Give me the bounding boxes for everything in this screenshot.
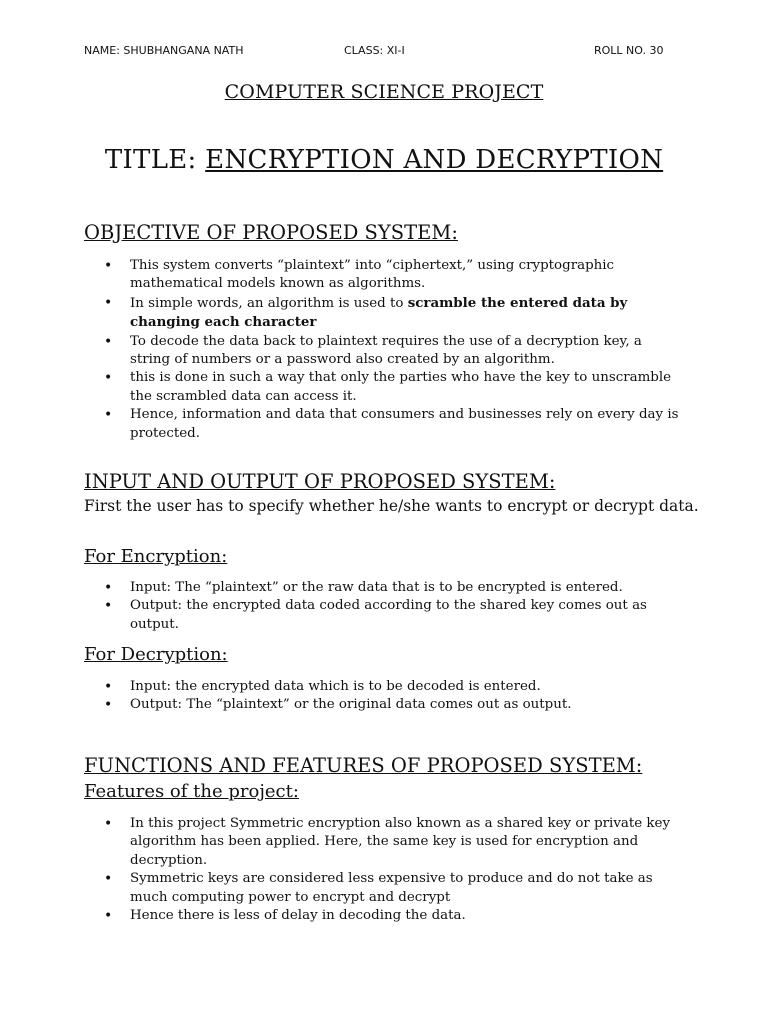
decryption-list <box>84 678 684 715</box>
student-class: CLASS: XI-I <box>344 44 405 57</box>
list-item: • Hence there is less of delay in decoding the data. <box>84 907 684 925</box>
functions-heading: FUNCTIONS AND FEATURES OF PROPOSED SYSTEM: <box>84 754 643 777</box>
features-list <box>84 815 684 925</box>
document-title <box>0 145 768 175</box>
list-item: • To decode the data back to plaintext requires the use of a decryption key, a string of numbers or a password also created by an algorithm. <box>84 333 684 370</box>
list-item: • Symmetric keys are considered less expensive to produce and do not take as much computing power to encrypt and decrypt <box>84 870 684 907</box>
list-item <box>84 294 684 333</box>
objective-list <box>84 257 684 443</box>
student-name: NAME: SHUBHANGANA NATH <box>84 44 244 57</box>
project-title: COMPUTER SCIENCE PROJECT <box>224 81 544 103</box>
page-header <box>84 44 684 60</box>
list-item-text: In simple words, an algorithm is used to <box>130 295 408 311</box>
list-item: • Hence, information and data that consumers and businesses rely on every day is protected. <box>84 406 684 443</box>
io-heading: INPUT AND OUTPUT OF PROPOSED SYSTEM: <box>84 470 556 493</box>
list-item: • Input: The “plaintext” or the raw data that is to be encrypted is entered. <box>84 579 684 597</box>
title-text: ENCRYPTION AND DECRYPTION <box>205 145 664 175</box>
roll-number: ROLL NO. 30 <box>594 44 664 57</box>
list-item-bold-text: scramble the entered data by changing each character <box>130 294 628 331</box>
list-item: • In this project Symmetric encryption also known as a shared key or private key algorithm has been applied. Here, the same key is used for encryption and decryption. <box>84 815 684 870</box>
list-item: • this is done in such a way that only the parties who have the key to unscramble the scrambled data can access it. <box>84 369 684 406</box>
title-prefix: TITLE: <box>104 145 206 175</box>
features-subheading: Features of the project: <box>84 781 299 802</box>
list-item: • Input: the encrypted data which is to be decoded is entered. <box>84 678 684 696</box>
encryption-list <box>84 579 684 634</box>
list-item: • This system converts “plaintext” into “ciphertext,” using cryptographic mathematical models known as algorithms. <box>84 257 684 294</box>
decryption-heading: For Decryption: <box>84 644 228 665</box>
encryption-heading: For Encryption: <box>84 546 228 567</box>
list-item: • Output: The “plaintext” or the original data comes out as output. <box>84 696 684 714</box>
objective-heading: OBJECTIVE OF PROPOSED SYSTEM: <box>84 221 458 244</box>
list-item: • Output: the encrypted data coded according to the shared key comes out as output. <box>84 597 684 634</box>
io-intro: First the user has to specify whether he/she wants to encrypt or decrypt data. <box>84 497 699 515</box>
